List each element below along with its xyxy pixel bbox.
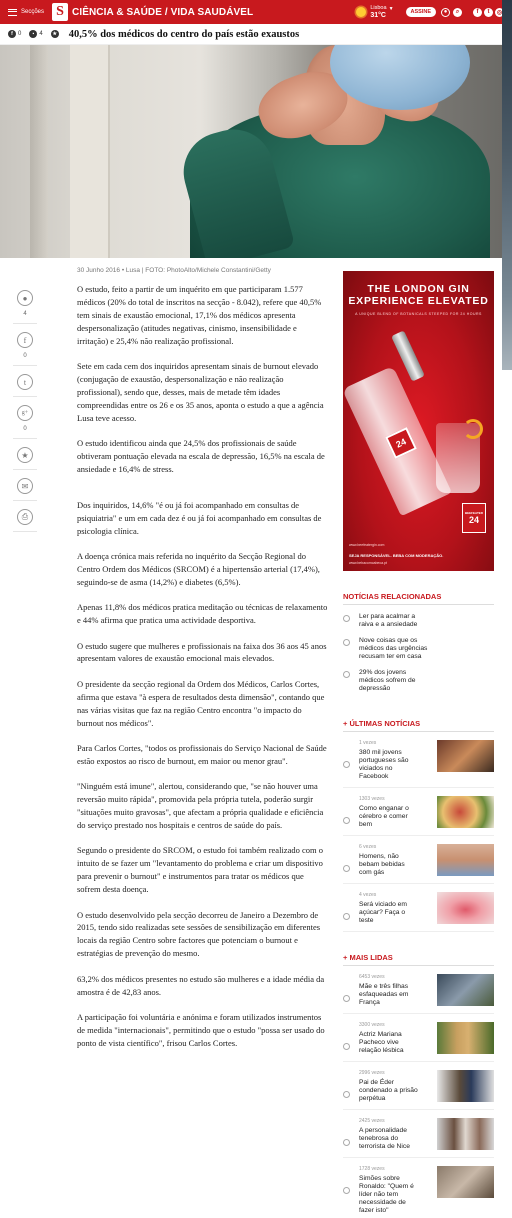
bullet-icon [343,671,350,678]
most-read-heading: + MAIS LIDAS [343,953,494,966]
bullet-icon [343,1187,350,1194]
sections-menu-label: Secções [21,9,45,15]
comments-share-count: 4 [23,311,27,317]
latest-news-item[interactable] [343,836,494,884]
article-paragraph: O presidente da secção regional da Ordem dos Médicos, Carlos Cortes, afirma que estava "à espera de resultados desta dimensão", contando que nas várias visitas que faz na região Centro encontra "o impacto do burnout nos médicos". [77,678,325,728]
article-paragraph: Segundo o presidente do SRCOM, o estudo foi também realizado com o intuito de se fazer um "levantamento do problema e criar um dispositivo para prevenir o burnout" e instrumentos para tratar os médicos que sofrem desta doença. [77,845,323,895]
news-thumbnail[interactable] [437,892,494,924]
star-icon: ★ [17,447,33,463]
share-sidebar [13,290,37,540]
background-image-strip [502,0,512,370]
twitter-icon: t [17,374,33,390]
site-logo[interactable]: S [52,3,68,21]
bottle-label: 24 [385,427,417,459]
favorite-share[interactable] [13,447,37,470]
related-news-title: 29% dos jovens médicos sofrem de depressão [359,669,416,692]
most-read-item[interactable] [343,1014,494,1062]
related-news-title: Nove coisas que os médicos das urgências recusam ter em casa [359,637,428,660]
orange-peel-image [463,419,483,439]
sun-icon [356,7,366,17]
facebook-share[interactable] [13,332,37,366]
article-paragraph: "Ninguém está imune", alertou, considerando que, "se não houver uma reversão muito rápida", promovida pela própria tutela, poderão surgir "situações muito gravosas", que afectam a própria qualidade e eficiência do serviço prestado nos hospitais e centros de saúde do país. [77,781,324,830]
news-title: Simões sobre Ronaldo: "Quem é líder não tem necessidade de fazer isto" [359,1175,414,1214]
hero-image [0,45,502,258]
article-paragraph: A participação foi voluntária e anónima e foram utilizados instrumentos de medida "internacionais", permitindo que o estudo "possa ser usado do ponto de vista científico", frisou Carlos Cortes. [77,1011,325,1048]
article-paragraph: O estudo sugere que mulheres e profissionais na faixa dos 36 aos 45 anos apresentam valores de exaustão emocional mais elevados. [77,640,327,664]
weather-widget[interactable] [356,5,393,19]
share-count: 0 [18,31,22,37]
star-icon: ★ [52,31,57,37]
related-news-section [343,592,494,693]
latest-news-item[interactable] [343,788,494,836]
bullet-icon [343,615,350,622]
most-read-section [343,953,494,1218]
weather-temperature: 31°C [370,12,386,19]
article-paragraph: A doença crónica mais referida no inquérito da Secção Regional do Centro Ordem dos Médicos (SRCOM) é a hipertensão arterial (17,4%), seguindo-se de asma (14,2%) e diabetes (6,5%). [77,551,320,587]
news-title: Mãe e três filhas esfaqueadas em França [359,983,409,1006]
news-title: Homens, não bebam bebidas com gás [359,853,405,876]
article-paragraph: O estudo desenvolvido pela secção decorreu de Janeiro a Dezembro de 2015, tendo sido realizadas sete sessões de sensibilização em diferentes locais da região Centro sobre factores que potenciam o burnout e estratégias de prevenção do mesmo. [77,909,321,959]
bullet-icon [343,639,350,646]
ad-url: www.beefeatergin.com [349,543,385,547]
ad-disclaimer-url: www.bebacomcabeca.pt [349,561,387,565]
view-count: 1728 vezes [359,1166,385,1172]
article-paragraph: Sete em cada cem dos inquiridos apresentam sinais de burnout elevado (conjugação de exaustão, despersonalização e não realização profissional), sendo que, desses, mais de metade têm idades compreendidas entre os 26 e os 35 anos, aponta o estudo a que a agência Lusa teve acesso. [77,361,324,423]
related-news-item[interactable] [343,669,494,693]
favorite-button[interactable] [51,30,59,38]
chevron-down-icon: ▼ [388,6,394,12]
weather-city: Lisboa [370,5,387,11]
twitter-share[interactable] [13,374,37,397]
bullet-icon [343,1091,350,1098]
hamburger-icon [8,9,17,16]
view-count: 3300 vezes [359,1022,385,1028]
bullet-icon [343,913,350,920]
related-news-item[interactable] [343,637,494,661]
google-plus-share[interactable] [13,405,37,439]
top-navigation-bar [0,0,512,24]
section-breadcrumb[interactable]: CIÊNCIA & SAÚDE / VIDA SAUDÁVEL [72,6,254,18]
comment-icon: ▪ [29,30,37,38]
article-paragraph: Dos inquiridos, 14,6% "é ou já foi acompanhado em consultas de psiquiatria" e um em cada dez é ou já foi acompanhado em consultas de psicologia clínica. [77,499,322,536]
brand-number: 24 [468,515,479,525]
news-thumbnail[interactable] [437,1070,494,1102]
facebook-icon: f [8,30,16,38]
view-count: 2996 vezes [359,1070,385,1076]
comments-share[interactable] [13,290,37,324]
view-count: 6 vezes [359,844,377,850]
sections-menu-button[interactable] [0,0,52,24]
news-thumbnail[interactable] [437,974,494,1006]
brand-logo [462,503,486,533]
latest-news-heading: + ÚLTIMAS NOTÍCIAS [343,719,494,732]
article-body [77,283,329,1062]
ad-disclaimer: SEJA RESPONSÁVEL. BEBA COM MODERAÇÃO. [349,553,444,558]
google-plus-icon: g+ [17,405,33,421]
news-thumbnail[interactable] [437,1166,494,1198]
advertisement-banner[interactable] [343,271,494,571]
subscribe-button[interactable]: ASSINE [406,7,436,17]
search-icon[interactable]: ⌕ [453,8,462,17]
related-news-item[interactable] [343,613,494,629]
print-icon: ⎙ [17,509,33,525]
bullet-icon [343,995,350,1002]
news-title: Como enganar o cérebro e comer bem [359,805,409,828]
brand-name: BEEFEATER [465,511,483,515]
news-title: Pai de Éder condenado a prisão perpétua [359,1079,418,1102]
news-title: Será viciado em açúcar? Faça o teste [359,901,407,924]
comment-count: 4 [39,31,43,37]
article-paragraph: 63,2% dos médicos presentes no estudo são mulheres e a idade média da amostra é de 42,83 anos. [77,973,325,997]
view-count: 1303 vezes [359,796,385,802]
share-counter[interactable] [8,30,21,38]
view-count: 4 vezes [359,892,377,898]
bullet-icon [343,865,350,872]
user-icon[interactable]: ● [441,8,450,17]
facebook-icon: f [17,332,33,348]
news-thumbnail[interactable] [437,796,494,828]
bullet-icon [343,761,350,768]
instagram-icon[interactable]: ◎ [496,9,503,16]
comment-icon: ● [17,290,33,306]
latest-news-item[interactable] [343,732,494,788]
facebook-icon[interactable]: f [473,8,482,17]
article-paragraph: O estudo identificou ainda que 24,5% dos profissionais de saúde obtiveram pontuação elevada na escala de depressão, 16,5% na escala de ansiedade e 16,4% de stress. [77,438,325,474]
news-title: Actriz Mariana Pacheco vive relação lésbica [359,1031,404,1054]
news-title: A personalidade tenebrosa do terrorista de Nice [359,1127,410,1150]
email-icon: ✉ [17,478,33,494]
news-thumbnail[interactable] [437,1022,494,1054]
news-thumbnail[interactable] [437,740,494,772]
article-paragraph: O estudo, feito a partir de um inquérito em que participaram 1.577 médicos (20% do total de inscritos na secção - 8.042), refere que 40,5% tem sinais de exaustão emocional, 17,1% dos médicos apresenta despersonalização (atitudes negativas, cinismo, insensibilidade e irritação) e 25,4% não realização profissional. [77,284,322,346]
article-title-bar [0,24,512,45]
ad-headline: THE LONDON GIN EXPERIENCE ELEVATED [348,283,489,307]
view-count: 2425 vezes [359,1118,385,1124]
twitter-icon[interactable]: t [484,8,493,17]
print-share[interactable] [13,509,37,532]
google-plus-share-count: 0 [23,426,27,432]
news-thumbnail[interactable] [437,1118,494,1150]
news-thumbnail[interactable] [437,844,494,876]
view-count: 6453 vezes [359,974,385,980]
ad-subtitle: A UNIQUE BLEND OF BOTANICALS STEEPED FOR 24 HOURS [355,312,482,316]
email-share[interactable] [13,478,37,501]
latest-news-section [343,719,494,932]
most-read-item[interactable] [343,1110,494,1158]
article-meta: 30 Junho 2016 • Lusa | FOTO: PhotoAlto/Michele Constantini/Getty [77,267,271,274]
bullet-icon [343,817,350,824]
facebook-share-count: 0 [23,353,27,359]
comment-counter[interactable] [29,30,42,38]
latest-news-item[interactable] [343,884,494,932]
bullet-icon [343,1043,350,1050]
most-read-item[interactable] [343,966,494,1014]
most-read-item[interactable] [343,1158,494,1218]
view-count: 1 vezes [359,740,377,746]
most-read-item[interactable] [343,1062,494,1110]
article-title: 40,5% dos médicos do centro do país estão exaustos [68,28,300,40]
related-news-title: Ler para acalmar a raiva e a ansiedade [359,613,418,628]
related-news-heading: NOTÍCIAS RELACIONADAS [343,592,494,605]
bullet-icon [343,1139,350,1146]
news-title: 380 mil jovens portugueses são viciados no Facebook [359,749,409,780]
article-paragraph: Apenas 11,8% dos médicos pratica meditação ou técnicas de relaxamento e 44% afirma que pratica uma actividade desportiva. [77,602,328,626]
article-paragraph: Para Carlos Cortes, "todos os profissionais do Serviço Nacional de Saúde estão expostos ao risco de burnout, em maior ou menor grau". [77,742,327,766]
